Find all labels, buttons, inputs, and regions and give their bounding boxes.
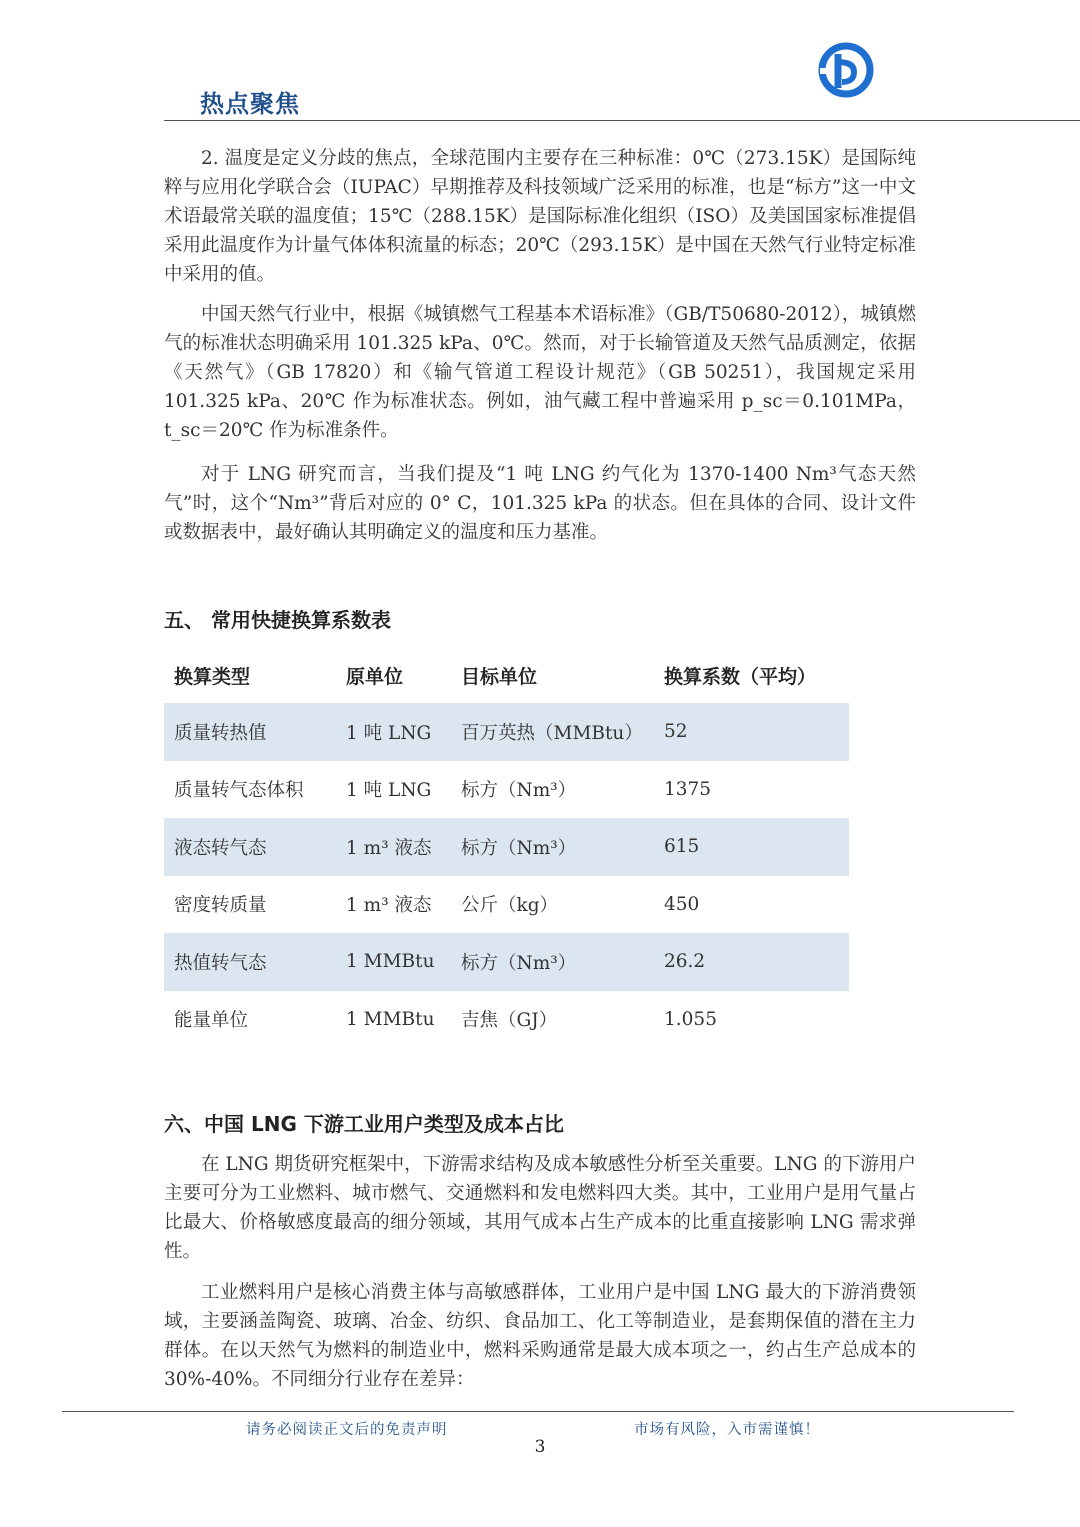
section-heading-downstream-users: 六、中国 LNG 下游工业用户类型及成本占比 [164,1112,564,1136]
page-number: 3 [534,1437,546,1457]
table-cell: 吉焦（GJ） [461,1010,558,1032]
table-cell: 1 MMBtu [346,1008,435,1030]
table-header-cell: 原单位 [346,665,404,688]
table-cell: 1 m³ 液态 [346,837,432,859]
paragraph-industrial-users: 工业燃料用户是核心消费主体与高敏感群体，工业用户是中国 LNG 最大的下游消费领域，主要涵盖陶瓷、玻璃、冶金、纺织、食品加工、化工等制造业，是套期保值的潜在主力群体。在以天然气为燃料的制造业中，燃料采购通常是最大成本项之一，约占生产总成本的 30%-40%。不同细分行业存在差异： [164,1282,916,1390]
table-cell: 密度转质量 [174,895,267,917]
table-row [164,761,849,819]
footer-divider [62,1411,1014,1412]
table-header-cell: 换算类型 [174,665,251,688]
section-heading-conversion-table: 五、 常用快捷换算系数表 [164,608,391,632]
paragraph-downstream-demand: 在 LNG 期货研究框架中，下游需求结构及成本敏感性分析至关重要。LNG 的下游用户主要可分为工业燃料、城市燃气、交通燃料和发电燃料四大类。其中，工业用户是用气量占比最大、价格敏感度最高的细分领域，其用气成本占生产成本的比重直接影响 LNG 需求弹性。 [164,1154,916,1262]
conversion-table [164,647,849,1048]
table-cell: 标方（Nm³） [461,952,577,974]
paragraph-china-standards: 中国天然气行业中，根据《城镇燃气工程基本术语标准》（GB/T50680-2012），城镇燃气的标准状态明确采用 101.325 kPa、0℃。然而，对于长输管道及天然气品质测定，依据《天然气》（GB 17820）和《输气管道工程设计规范》（GB 50251），我国规定采用 101.325 kPa、20℃ 作为标准状态。例如，油气藏工程中普遍采用 p_sc＝0.101MPa， t_sc＝20℃ 作为标准条件。 [164,304,916,441]
table-cell: 标方（Nm³） [461,780,577,802]
table-cell: 液态转气态 [174,837,267,859]
paragraph-temperature-standards: 2. 温度是定义分歧的焦点，全球范围内主要存在三种标准：0℃（273.15K）是国际纯粹与应用化学联合会（IUPAC）早期推荐及科技领域广泛采用的标准，也是“标方”这一中文术语最常关联的温度值；15℃（288.15K）是国际标准化组织（ISO）及美国国家标准提倡采用此温度作为计量气体体积流量的标态；20℃（293.15K）是中国在天然气行业特定标准中采用的值。 [164,148,916,285]
table-cell: 1 m³ 液态 [346,895,432,917]
table-cell: 热值转气态 [174,952,267,974]
footer-disclaimer-link: 请务必阅读正文后的免责声明 [246,1422,448,1438]
table-cell: 公斤（kg） [461,895,559,917]
table-row [164,991,849,1049]
table-cell: 1 MMBtu [346,951,435,973]
table-cell: 1 吨 LNG [346,780,432,802]
table-cell: 52 [664,721,688,743]
table-cell: 百万英热（MMBtu） [461,722,643,744]
table-cell: 1 吨 LNG [346,722,432,744]
table-cell: 1375 [664,778,712,800]
table-cell: 质量转气态体积 [174,780,304,802]
paragraph-lng-research: 对于 LNG 研究而言，当我们提及“1 吨 LNG 约气化为 1370-1400 Nm³气态天然气”时，这个“Nm³”背后对应的 0° C，101.325 kPa 的状态。但在具体的合同、设计文件或数据表中，最好确认其明确定义的温度和压力基准。 [164,464,916,543]
table-row [164,703,849,761]
table-row [164,818,849,876]
table-cell: 615 [664,836,700,858]
footer-risk-notice: 市场有风险，入市需谨慎！ [634,1422,820,1438]
table-row [164,933,849,991]
table-cell: 质量转热值 [174,722,267,744]
header-title: 热点聚焦 [200,90,300,118]
table-header-row [164,647,849,703]
table-header-cell: 换算系数（平均） [664,665,817,688]
company-logo-icon [816,40,876,100]
table-cell: 26.2 [664,951,706,973]
table-cell: 能量单位 [174,1010,249,1032]
header-divider [164,120,1080,121]
table-cell: 450 [664,893,700,915]
table-cell: 标方（Nm³） [461,837,577,859]
table-header-cell: 目标单位 [461,665,538,688]
table-row [164,876,849,934]
table-cell: 1.055 [664,1008,717,1030]
